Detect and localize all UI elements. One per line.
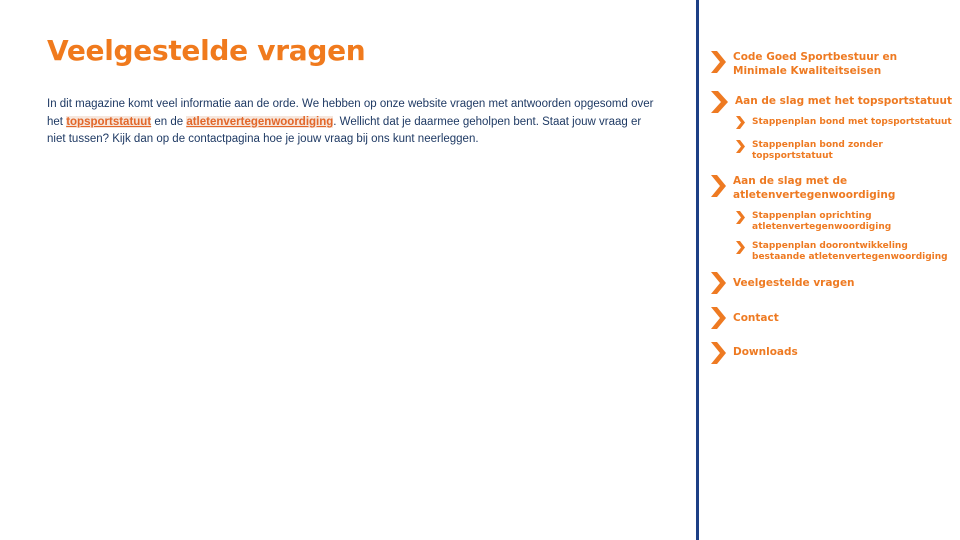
nav-item-label: Aan de slag met de atletenvertegenwoordiging (733, 175, 896, 201)
nav-item-atletenvertegenwoordiging[interactable] (711, 175, 895, 202)
nav-item-label: Stappenplan bond zonder topsportstatuut (752, 140, 883, 161)
nav-item-contact[interactable] (711, 307, 779, 329)
nav-item-downloads[interactable] (711, 342, 798, 364)
intro-text-2: en de (151, 115, 187, 128)
chevron-right-icon (711, 342, 726, 364)
chevron-right-icon (736, 241, 745, 254)
nav-item-stappenplan-doorontwikkeling[interactable] (736, 241, 948, 262)
nav-item-code-goed-sportbestuur[interactable] (711, 51, 897, 78)
intro-paragraph (47, 96, 657, 149)
page-title: Veelgestelde vragen (47, 34, 366, 67)
atletenvertegenwoordiging-link[interactable]: atletenvertegenwoordiging (186, 115, 334, 128)
chevron-right-icon (711, 307, 726, 329)
nav-item-label: Stappenplan doorontwikkeling bestaande atletenvertegenwoordiging (752, 241, 948, 262)
chevron-right-icon (711, 91, 728, 113)
nav-item-label: Contact (733, 312, 779, 324)
intro-text-3: . Wellicht dat je daarmee geholpen bent. Staat jouw vraag er niet tussen? Kijk dan op de contactpagina hoe je jouw vraag bij ons kunt neerleggen. (47, 115, 642, 145)
chevron-right-icon (711, 272, 726, 294)
nav-item-label: Code Goed Sportbestuur en Minimale Kwaliteitseisen (733, 51, 898, 77)
nav-item-stappenplan-oprichting[interactable] (736, 211, 891, 232)
sidebar-divider (696, 0, 699, 540)
nav-item-label: Stappenplan oprichting atletenvertegenwoordiging (752, 211, 892, 232)
nav-item-label: Stappenplan bond met topsportstatuut (752, 117, 952, 127)
chevron-right-icon (736, 116, 745, 129)
nav-item-topsportstatuut[interactable] (711, 91, 952, 113)
chevron-right-icon (711, 51, 726, 73)
nav-item-stappenplan-zonder-topsportstatuut[interactable] (736, 140, 883, 161)
nav-item-label: Aan de slag met het topsportstatuut (735, 95, 953, 107)
chevron-right-icon (736, 140, 745, 153)
main-content (47, 34, 657, 149)
intro-text-1: In dit magazine komt veel informatie aan de orde. We hebben op onze website vragen met antwoorden opgesomd over het (47, 98, 654, 128)
nav-item-label: Veelgestelde vragen (733, 277, 855, 289)
nav-item-veelgestelde-vragen[interactable] (711, 272, 855, 294)
chevron-right-icon (711, 175, 726, 197)
chevron-right-icon (736, 211, 745, 224)
nav-item-stappenplan-met-topsportstatuut[interactable] (736, 116, 952, 129)
nav-item-label: Downloads (733, 346, 798, 358)
topsportstatuut-link[interactable]: topsportstatuut (66, 115, 152, 128)
